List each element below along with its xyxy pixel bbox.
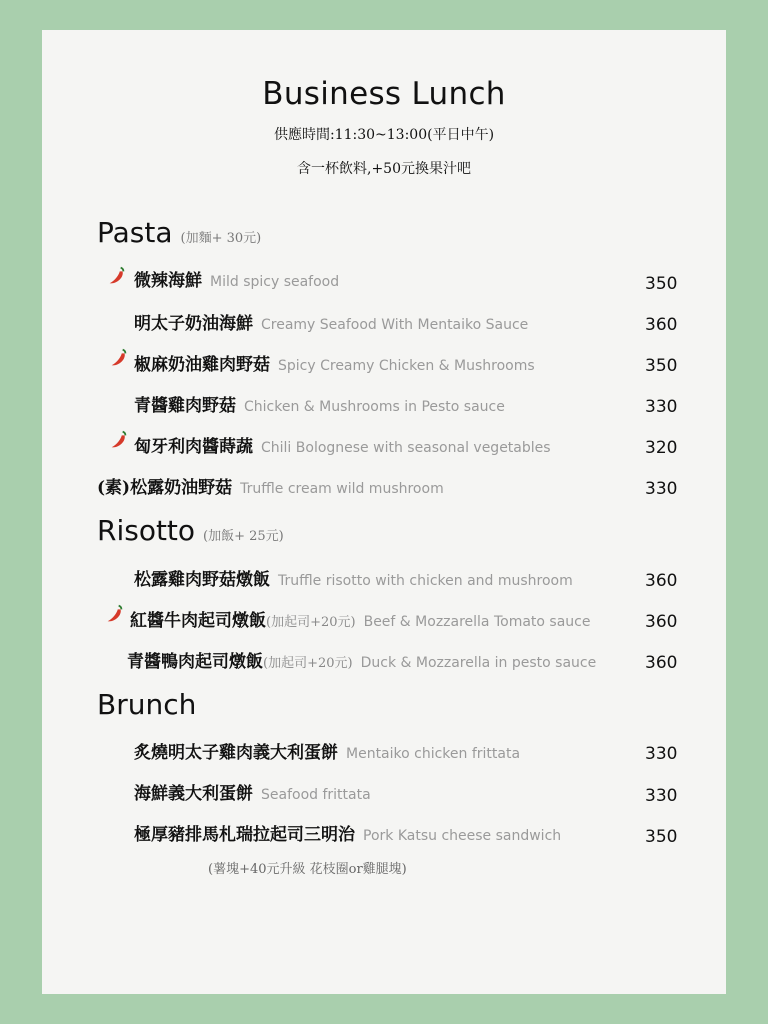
item-name-zh: 炙燒明太子雞肉義大利蛋餅: [134, 743, 338, 763]
item-name-zh: 青醬鴨肉起司燉飯: [127, 652, 263, 672]
item-name-zh: 明太子奶油海鮮: [134, 314, 253, 334]
item-name-zh: 紅醬牛肉起司燉飯: [130, 611, 266, 631]
item-name-en: Chili Bolognese with seasonal vegetables: [261, 440, 551, 456]
menu-item: [134, 391, 505, 416]
chili-pepper-icon: [108, 346, 130, 368]
menu-item: [134, 565, 573, 590]
item-name-zh: (素)松露奶油野菇: [97, 478, 233, 498]
chili-pepper-icon: [104, 602, 126, 624]
menu-item: [134, 266, 339, 291]
item-price: 330: [645, 786, 678, 806]
menu-item: [134, 738, 520, 763]
item-price: 350: [645, 356, 678, 376]
item-price: 330: [645, 397, 678, 417]
item-price: 360: [645, 571, 678, 591]
item-name-en: Duck & Mozzarella in pesto sauce: [360, 655, 597, 671]
menu-item: [134, 779, 371, 804]
menu-item: [134, 820, 561, 845]
item-name-zh: 椒麻奶油雞肉野菇: [134, 355, 270, 375]
menu-item: [134, 432, 551, 457]
chili-pepper-icon: [108, 428, 130, 450]
item-price: 360: [645, 653, 678, 673]
item-name-en: Pork Katsu cheese sandwich: [363, 828, 562, 844]
item-name-en: Creamy Seafood With Mentaiko Sauce: [261, 317, 529, 333]
section-title: Pasta: [97, 216, 173, 249]
item-price: 360: [645, 612, 678, 632]
menu-item: [134, 350, 535, 375]
menu-title: Business Lunch: [262, 76, 506, 112]
item-price: 320: [645, 438, 678, 458]
item-addon: (加起司+20元): [263, 656, 353, 671]
item-name-zh: 松露雞肉野菇燉飯: [134, 570, 270, 590]
item-name-en: Seafood frittata: [261, 787, 371, 803]
item-name-en: Mentaiko chicken frittata: [346, 746, 521, 762]
item-price: 350: [645, 827, 678, 847]
item-name-zh: 海鮮義大利蛋餅: [134, 784, 253, 804]
section-title: Risotto: [97, 514, 196, 547]
menu-item: [97, 473, 444, 498]
section-brunch: [97, 688, 196, 721]
item-name-en: Truffle cream wild mushroom: [240, 481, 444, 497]
item-name-zh: 青醬雞肉野菇: [134, 396, 236, 416]
item-price: 360: [645, 315, 678, 335]
menu-item: [127, 647, 596, 672]
section-note: (加飯+ 25元): [203, 529, 284, 544]
section-pasta: [97, 216, 261, 249]
item-name-zh: 極厚豬排馬札瑞拉起司三明治: [134, 825, 355, 845]
section-title: Brunch: [97, 688, 197, 721]
item-name-en: Mild spicy seafood: [210, 274, 340, 290]
item-price: 330: [645, 744, 678, 764]
menu-item: [134, 309, 528, 334]
chili-pepper-icon: [106, 264, 128, 286]
brunch-footnote: (薯塊+40元升級 花枝圈or雞腿塊): [208, 862, 407, 877]
item-name-zh: 微辣海鮮: [134, 271, 202, 291]
item-name-en: Chicken & Mushrooms in Pesto sauce: [244, 399, 505, 415]
menu-item: [130, 606, 590, 631]
section-note: (加麵+ 30元): [180, 231, 262, 246]
item-price: 330: [645, 479, 678, 499]
item-name-zh: 匈牙利肉醬蒔蔬: [134, 437, 253, 457]
item-price: 350: [645, 274, 678, 294]
item-addon: (加起司+20元): [266, 615, 356, 630]
item-name-en: Truffle risotto with chicken and mushroom: [278, 573, 573, 589]
drink-note: 含一杯飲料,+50元換果汁吧: [297, 161, 471, 177]
section-risotto: [97, 514, 284, 547]
item-name-en: Beef & Mozzarella Tomato sauce: [363, 614, 591, 630]
item-name-en: Spicy Creamy Chicken & Mushrooms: [278, 358, 535, 374]
service-hours: 供應時間:11:30~13:00(平日中午): [273, 127, 495, 143]
